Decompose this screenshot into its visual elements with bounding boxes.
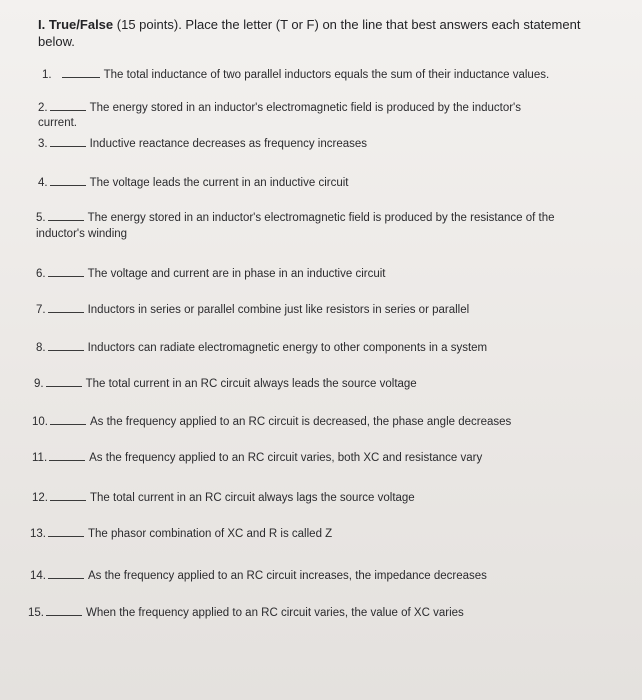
answer-blank[interactable] [50, 175, 86, 186]
question-text: When the frequency applied to an RC circuit varies, the value of XC varies [86, 607, 464, 619]
question-text: The voltage leads the current in an inductive circuit [89, 177, 349, 189]
answer-blank[interactable] [62, 67, 100, 78]
question-text: As the frequency applied to an RC circuit varies, both XC and resistance vary [89, 452, 483, 464]
question-number: 7. [36, 304, 46, 316]
question-number: 15. [28, 607, 44, 619]
section-instructions: (15 points). Place the letter (T or F) on the line that best answers each statement below. [38, 17, 581, 49]
question-text: The energy stored in an inductor's electromagnetic field is produced by the resistance of the [87, 212, 555, 224]
answer-blank[interactable] [48, 340, 84, 351]
question-number: 12. [32, 492, 48, 504]
answer-blank[interactable] [48, 568, 84, 579]
question-text: The total current in an RC circuit always lags the source voltage [90, 492, 415, 504]
question-text: The total current in an RC circuit always leads the source voltage [85, 378, 417, 390]
section-title: I. True/False [38, 17, 114, 32]
question-number: 1. [42, 69, 52, 81]
question-text: Inductors in series or parallel combine just like resistors in series or parallel [87, 304, 470, 316]
question-5 [36, 210, 555, 225]
question-text: As the frequency applied to an RC circuit is decreased, the phase angle decreases [90, 416, 512, 428]
question-text: The voltage and current are in phase in an inductive circuit [87, 268, 386, 280]
question-9 [34, 376, 417, 391]
question-10 [32, 414, 511, 429]
answer-blank[interactable] [49, 450, 85, 461]
answer-blank[interactable] [48, 302, 84, 313]
question-7 [36, 302, 469, 317]
answer-blank[interactable] [48, 210, 84, 221]
answer-blank[interactable] [46, 376, 82, 387]
question-2-continuation: current. [38, 117, 77, 129]
question-5-continuation: inductor's winding [36, 228, 128, 240]
question-number: 3. [38, 138, 48, 150]
question-12 [32, 490, 415, 505]
question-text: As the frequency applied to an RC circuit increases, the impedance decreases [88, 570, 487, 582]
question-3 [38, 136, 367, 151]
question-14 [30, 568, 487, 583]
question-13 [30, 526, 332, 541]
question-15 [28, 605, 464, 620]
question-number: 11. [32, 452, 48, 464]
question-4 [38, 175, 348, 190]
question-number: 2. [38, 102, 48, 114]
answer-blank[interactable] [46, 605, 82, 616]
section-heading [38, 16, 618, 50]
answer-blank[interactable] [50, 414, 86, 425]
question-number: 8. [36, 342, 46, 354]
answer-blank[interactable] [48, 266, 84, 277]
question-text: Inductive reactance decreases as frequency increases [89, 138, 368, 150]
question-1 [42, 67, 549, 82]
question-number: 6. [36, 268, 46, 280]
question-number: 9. [34, 378, 44, 390]
answer-blank[interactable] [50, 136, 86, 147]
question-number: 10. [32, 416, 48, 428]
question-text: The energy stored in an inductor's electromagnetic field is produced by the inductor's [89, 102, 522, 114]
answer-blank[interactable] [48, 526, 84, 537]
question-number: 13. [30, 528, 46, 540]
question-number: 4. [38, 177, 48, 189]
question-8 [36, 340, 487, 355]
question-text: The phasor combination of XC and R is called Z [88, 528, 333, 540]
answer-blank[interactable] [50, 100, 86, 111]
question-number: 5. [36, 212, 46, 224]
answer-blank[interactable] [50, 490, 86, 501]
question-text: Inductors can radiate electromagnetic energy to other components in a system [87, 342, 488, 354]
question-number: 14. [30, 570, 46, 582]
question-text: The total inductance of two parallel inductors equals the sum of their inductance values. [103, 69, 550, 81]
question-11 [32, 450, 482, 465]
question-2 [38, 100, 521, 115]
question-6 [36, 266, 386, 281]
